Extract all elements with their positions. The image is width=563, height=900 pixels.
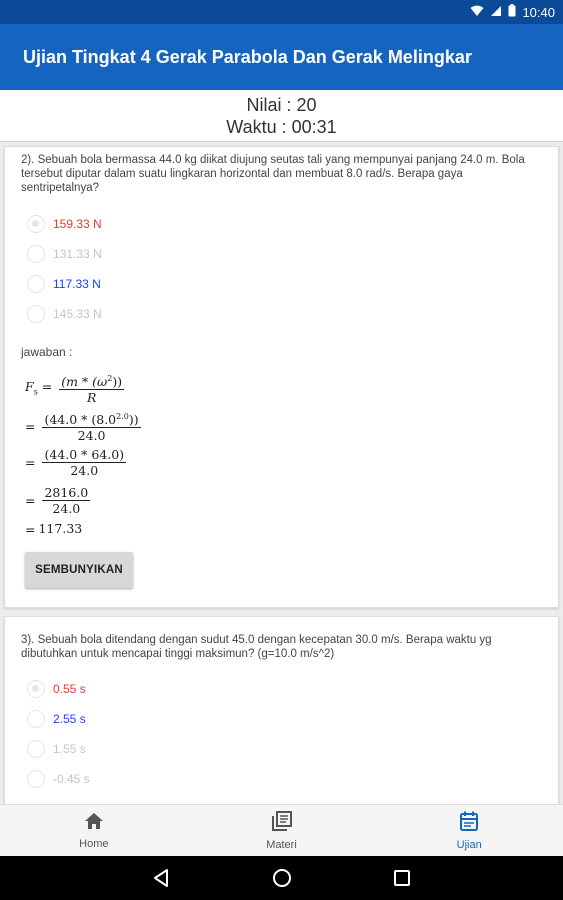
option-3[interactable] xyxy=(27,738,86,760)
score-waktu: Waktu : 00:31 xyxy=(226,117,337,137)
nav-materi[interactable] xyxy=(188,805,376,856)
option-4[interactable] xyxy=(27,768,90,790)
option-4[interactable] xyxy=(27,303,102,325)
option-label: 117.33 N xyxy=(53,277,101,291)
step4-denominator: 24.0 xyxy=(52,501,81,516)
option-label: 159.33 N xyxy=(53,217,102,231)
signal-icon xyxy=(490,5,502,20)
option-label: 1.55 s xyxy=(53,742,86,756)
bottom-navigation xyxy=(0,804,563,856)
step1-numerator-end: )) xyxy=(112,374,123,390)
back-icon[interactable] xyxy=(152,868,170,893)
nav-home-label: Home xyxy=(79,837,109,850)
radio-button[interactable] xyxy=(27,710,45,728)
system-navigation-bar xyxy=(0,856,563,900)
option-label: 145.33 N xyxy=(53,307,102,321)
status-bar xyxy=(0,0,563,24)
option-3[interactable] xyxy=(27,273,101,295)
question-card-3 xyxy=(4,616,559,806)
force-symbol: F xyxy=(25,379,34,395)
option-2[interactable] xyxy=(27,708,86,730)
materi-icon xyxy=(272,811,292,836)
solution-step-1: $F_s$ = $\frac{(m * (\omega^2))}{R}$ xyxy=(25,371,124,405)
step4-numerator: 2816.0 xyxy=(44,485,89,500)
question-text: 2). Sebuah bola bermassa 44.0 kg diikat diujung seutas tali yang mempunyai panjang 24.0 m. Bola tersebut diputar dalam suatu lingkaran horizontal dan membuat 8.0 rad/s. Berapa gaya sentripetalnya? xyxy=(21,154,525,194)
step1-superscript: 2 xyxy=(107,374,113,383)
radio-button[interactable] xyxy=(27,215,45,233)
radio-button[interactable] xyxy=(27,680,45,698)
step1-denominator: R xyxy=(86,390,97,406)
question-text: 3). Sebuah bola ditendang dengan sudut 45.0 dengan kecepatan 30.0 m/s. Berapa waktu yg dibutuhkan untuk mencapai tinggi maksimun? (g=10.0 m/s^2) xyxy=(21,634,492,660)
solution-step-2: = $\frac{(44.0 * (8.0^{2.0}))}{24.0}$ xyxy=(25,409,141,443)
result-value: 117.33 xyxy=(38,521,83,536)
step2-superscript: 2.0 xyxy=(116,412,129,421)
home-icon xyxy=(84,812,104,835)
jawaban-label: jawaban : xyxy=(21,345,73,359)
force-subscript: s xyxy=(33,387,38,397)
solution-step-3: = $\frac{(44.0 * 64.0)}{24.0}$ xyxy=(25,447,125,478)
ujian-icon xyxy=(460,811,478,836)
step2-numerator-end: )) xyxy=(128,412,139,428)
radio-button[interactable] xyxy=(27,305,45,323)
nav-home[interactable] xyxy=(0,805,188,856)
option-label: 131.33 N xyxy=(53,247,102,261)
status-time: 10:40 xyxy=(522,4,555,20)
solution-result: = 117.33 xyxy=(25,521,83,537)
option-1[interactable] xyxy=(27,213,102,235)
step3-denominator: 24.0 xyxy=(70,463,99,478)
solution-step-4: = $\frac{2816.0}{24.0}$ xyxy=(25,485,89,516)
option-label: -0.45 s xyxy=(53,772,90,786)
question-card-2 xyxy=(4,146,559,608)
score-nilai: Nilai : 20 xyxy=(246,95,317,115)
option-1[interactable] xyxy=(27,678,86,700)
radio-button[interactable] xyxy=(27,275,45,293)
option-label: 0.55 s xyxy=(53,682,86,696)
score-panel xyxy=(0,90,563,142)
app-bar xyxy=(0,24,563,90)
nav-materi-label: Materi xyxy=(266,838,297,851)
hide-solution-button[interactable]: SEMBUNYIKAN xyxy=(25,552,133,588)
radio-button[interactable] xyxy=(27,245,45,263)
recents-icon[interactable] xyxy=(393,869,411,892)
nav-ujian[interactable] xyxy=(375,805,563,856)
radio-button[interactable] xyxy=(27,740,45,758)
step2-denominator: 24.0 xyxy=(77,428,106,444)
step3-numerator: (44.0 * 64.0) xyxy=(44,447,125,462)
option-label: 2.55 s xyxy=(53,712,86,726)
nav-ujian-label: Ujian xyxy=(456,838,482,851)
app-title: Ujian Tingkat 4 Gerak Parabola Dan Gerak Melingkar xyxy=(23,47,472,67)
step1-numerator: (m * (ω xyxy=(61,374,108,390)
wifi-icon xyxy=(470,5,484,20)
radio-button[interactable] xyxy=(27,770,45,788)
battery-icon xyxy=(508,4,516,20)
home-circle-icon[interactable] xyxy=(272,868,292,893)
option-2[interactable] xyxy=(27,243,102,265)
step2-numerator: (44.0 * (8.0 xyxy=(44,412,117,428)
